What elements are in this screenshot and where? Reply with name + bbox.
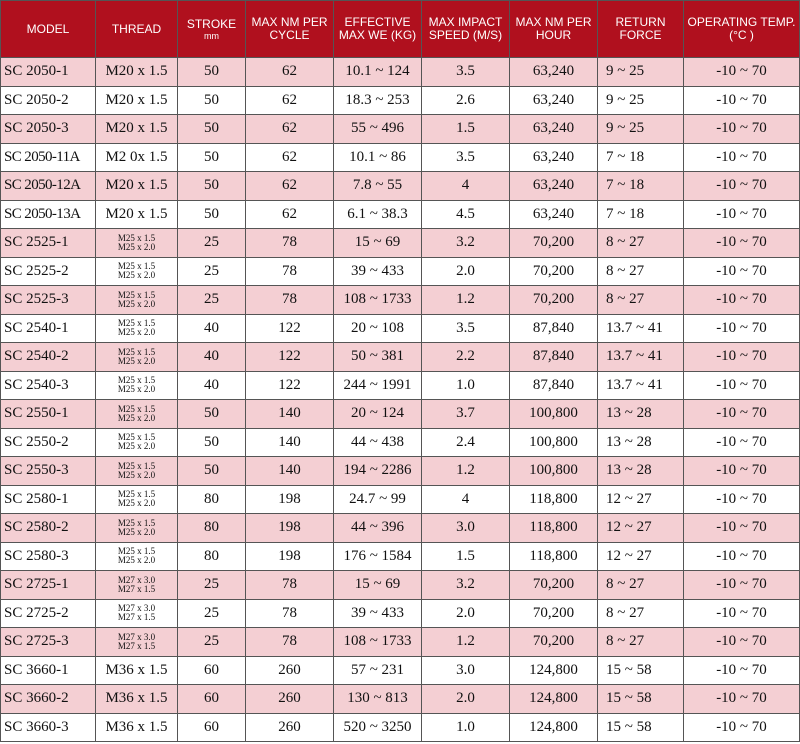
cell-max-nm-cycle: 78 xyxy=(246,257,334,286)
cell-max-nm-hour: 70,200 xyxy=(510,628,598,657)
cell-stroke: 25 xyxy=(178,229,246,258)
cell-model: SC 2540-3 xyxy=(1,371,96,400)
thread-line: M25 x 1.5 xyxy=(117,261,156,272)
cell-stroke: 60 xyxy=(178,656,246,685)
cell-thread: M36 x 1.5 xyxy=(96,713,178,742)
thread-line: M25 x 2.0 xyxy=(117,441,156,452)
thread-line: M25 x 2.0 xyxy=(117,498,156,509)
cell-max-nm-cycle: 62 xyxy=(246,200,334,229)
cell-max-nm-cycle: 78 xyxy=(246,286,334,315)
thread-line: M27 x 1.5 xyxy=(117,640,156,651)
cell-max-nm-cycle: 62 xyxy=(246,86,334,115)
cell-thread xyxy=(96,400,178,429)
cell-return-force: 9 ~ 25 xyxy=(598,58,684,87)
cell-thread xyxy=(96,542,178,571)
cell-thread xyxy=(96,599,178,628)
cell-return-force: 9 ~ 25 xyxy=(598,115,684,144)
cell-thread: M20 x 1.5 xyxy=(96,172,178,201)
cell-impact-speed: 2.0 xyxy=(422,599,510,628)
cell-model: SC 2725-1 xyxy=(1,571,96,600)
cell-thread xyxy=(96,343,178,372)
cell-model: SC 2525-2 xyxy=(1,257,96,286)
cell-operating-temp: -10 ~ 70 xyxy=(684,286,800,315)
table-row xyxy=(1,371,800,400)
cell-stroke: 50 xyxy=(178,457,246,486)
cell-model: SC 3660-2 xyxy=(1,685,96,714)
cell-impact-speed: 1.2 xyxy=(422,628,510,657)
cell-return-force: 13 ~ 28 xyxy=(598,428,684,457)
thread-line: M25 x 2.0 xyxy=(117,327,156,338)
table-row xyxy=(1,400,800,429)
header-stroke xyxy=(178,1,246,58)
cell-max-nm-cycle: 62 xyxy=(246,115,334,144)
cell-return-force: 7 ~ 18 xyxy=(598,172,684,201)
cell-thread xyxy=(96,428,178,457)
cell-model: SC 2525-3 xyxy=(1,286,96,315)
cell-impact-speed: 4 xyxy=(422,172,510,201)
cell-max-nm-cycle: 78 xyxy=(246,229,334,258)
cell-max-nm-cycle: 198 xyxy=(246,542,334,571)
cell-effective-we: 55 ~ 496 xyxy=(334,115,422,144)
cell-stroke: 80 xyxy=(178,514,246,543)
cell-model: SC 2725-2 xyxy=(1,599,96,628)
cell-effective-we: 39 ~ 433 xyxy=(334,599,422,628)
thread-line: M25 x 1.5 xyxy=(117,346,156,357)
cell-return-force: 12 ~ 27 xyxy=(598,514,684,543)
cell-impact-speed: 3.2 xyxy=(422,229,510,258)
table-row xyxy=(1,143,800,172)
cell-return-force: 8 ~ 27 xyxy=(598,286,684,315)
cell-return-force: 8 ~ 27 xyxy=(598,229,684,258)
table-row xyxy=(1,86,800,115)
cell-model: SC 2050-3 xyxy=(1,115,96,144)
cell-impact-speed: 2.4 xyxy=(422,428,510,457)
cell-effective-we: 44 ~ 438 xyxy=(334,428,422,457)
cell-impact-speed: 3.0 xyxy=(422,656,510,685)
cell-max-nm-cycle: 62 xyxy=(246,172,334,201)
cell-return-force: 13.7 ~ 41 xyxy=(598,371,684,400)
cell-return-force: 13.7 ~ 41 xyxy=(598,343,684,372)
cell-max-nm-hour: 118,800 xyxy=(510,542,598,571)
cell-stroke: 50 xyxy=(178,143,246,172)
cell-return-force: 7 ~ 18 xyxy=(598,143,684,172)
cell-thread xyxy=(96,457,178,486)
cell-effective-we: 39 ~ 433 xyxy=(334,257,422,286)
cell-max-nm-cycle: 198 xyxy=(246,514,334,543)
cell-effective-we: 57 ~ 231 xyxy=(334,656,422,685)
table-row xyxy=(1,542,800,571)
cell-max-nm-cycle: 260 xyxy=(246,685,334,714)
cell-impact-speed: 3.7 xyxy=(422,400,510,429)
cell-model: SC 2550-1 xyxy=(1,400,96,429)
cell-effective-we: 24.7 ~ 99 xyxy=(334,485,422,514)
thread-line: M25 x 2.0 xyxy=(117,526,156,537)
header-effective-we: EFFECTIVE MAX WE (KG) xyxy=(334,1,422,58)
table-body xyxy=(1,58,800,742)
cell-impact-speed: 4 xyxy=(422,485,510,514)
cell-impact-speed: 3.5 xyxy=(422,143,510,172)
header-row xyxy=(1,1,800,58)
cell-stroke: 25 xyxy=(178,257,246,286)
cell-operating-temp: -10 ~ 70 xyxy=(684,58,800,87)
thread-line: M25 x 2.0 xyxy=(117,241,156,252)
cell-effective-we: 18.3 ~ 253 xyxy=(334,86,422,115)
cell-operating-temp: -10 ~ 70 xyxy=(684,485,800,514)
thread-line: M25 x 2.0 xyxy=(117,469,156,480)
table-row xyxy=(1,200,800,229)
cell-operating-temp: -10 ~ 70 xyxy=(684,371,800,400)
cell-operating-temp: -10 ~ 70 xyxy=(684,656,800,685)
thread-line: M25 x 2.0 xyxy=(117,384,156,395)
table-row xyxy=(1,656,800,685)
cell-stroke: 25 xyxy=(178,286,246,315)
table-row xyxy=(1,343,800,372)
cell-return-force: 13.7 ~ 41 xyxy=(598,314,684,343)
cell-operating-temp: -10 ~ 70 xyxy=(684,314,800,343)
cell-operating-temp: -10 ~ 70 xyxy=(684,200,800,229)
cell-return-force: 12 ~ 27 xyxy=(598,542,684,571)
cell-return-force: 15 ~ 58 xyxy=(598,685,684,714)
table-row xyxy=(1,314,800,343)
cell-max-nm-cycle: 260 xyxy=(246,713,334,742)
cell-impact-speed: 3.5 xyxy=(422,58,510,87)
thread-line: M25 x 1.5 xyxy=(117,232,156,243)
cell-impact-speed: 1.0 xyxy=(422,713,510,742)
cell-thread xyxy=(96,514,178,543)
cell-impact-speed: 1.2 xyxy=(422,286,510,315)
header-model: MODEL xyxy=(1,1,96,58)
cell-thread xyxy=(96,286,178,315)
cell-stroke: 80 xyxy=(178,542,246,571)
table-row xyxy=(1,685,800,714)
cell-impact-speed: 2.2 xyxy=(422,343,510,372)
cell-effective-we: 194 ~ 2286 xyxy=(334,457,422,486)
cell-operating-temp: -10 ~ 70 xyxy=(684,86,800,115)
cell-impact-speed: 1.2 xyxy=(422,457,510,486)
cell-max-nm-hour: 100,800 xyxy=(510,400,598,429)
cell-impact-speed: 2.6 xyxy=(422,86,510,115)
cell-effective-we: 520 ~ 3250 xyxy=(334,713,422,742)
thread-line: M25 x 1.5 xyxy=(117,460,156,471)
cell-model: SC 2580-2 xyxy=(1,514,96,543)
cell-max-nm-cycle: 260 xyxy=(246,656,334,685)
cell-max-nm-hour: 87,840 xyxy=(510,371,598,400)
cell-stroke: 50 xyxy=(178,86,246,115)
cell-max-nm-cycle: 140 xyxy=(246,428,334,457)
table-row xyxy=(1,571,800,600)
cell-operating-temp: -10 ~ 70 xyxy=(684,713,800,742)
cell-max-nm-cycle: 78 xyxy=(246,599,334,628)
thread-line: M25 x 1.5 xyxy=(117,375,156,386)
cell-effective-we: 15 ~ 69 xyxy=(334,229,422,258)
cell-impact-speed: 2.0 xyxy=(422,257,510,286)
cell-operating-temp: -10 ~ 70 xyxy=(684,599,800,628)
cell-stroke: 40 xyxy=(178,343,246,372)
cell-thread xyxy=(96,371,178,400)
cell-return-force: 7 ~ 18 xyxy=(598,200,684,229)
cell-model: SC 2540-1 xyxy=(1,314,96,343)
cell-effective-we: 7.8 ~ 55 xyxy=(334,172,422,201)
cell-max-nm-hour: 70,200 xyxy=(510,599,598,628)
table-row xyxy=(1,229,800,258)
cell-max-nm-cycle: 122 xyxy=(246,343,334,372)
cell-operating-temp: -10 ~ 70 xyxy=(684,400,800,429)
table-row xyxy=(1,58,800,87)
cell-model: SC 2050-1 xyxy=(1,58,96,87)
cell-model: SC 2580-1 xyxy=(1,485,96,514)
table-row xyxy=(1,485,800,514)
cell-effective-we: 50 ~ 381 xyxy=(334,343,422,372)
cell-max-nm-hour: 87,840 xyxy=(510,314,598,343)
cell-max-nm-hour: 118,800 xyxy=(510,485,598,514)
cell-thread: M20 x 1.5 xyxy=(96,58,178,87)
table-row xyxy=(1,257,800,286)
thread-line: M27 x 3.0 xyxy=(117,603,156,614)
cell-impact-speed: 3.5 xyxy=(422,314,510,343)
cell-stroke: 50 xyxy=(178,172,246,201)
cell-max-nm-hour: 118,800 xyxy=(510,514,598,543)
cell-max-nm-hour: 124,800 xyxy=(510,713,598,742)
cell-return-force: 8 ~ 27 xyxy=(598,628,684,657)
cell-max-nm-cycle: 62 xyxy=(246,58,334,87)
thread-line: M25 x 2.0 xyxy=(117,270,156,281)
cell-effective-we: 130 ~ 813 xyxy=(334,685,422,714)
cell-operating-temp: -10 ~ 70 xyxy=(684,571,800,600)
cell-max-nm-cycle: 140 xyxy=(246,457,334,486)
cell-effective-we: 10.1 ~ 86 xyxy=(334,143,422,172)
cell-return-force: 8 ~ 27 xyxy=(598,599,684,628)
cell-max-nm-hour: 63,240 xyxy=(510,115,598,144)
cell-stroke: 40 xyxy=(178,314,246,343)
cell-thread xyxy=(96,628,178,657)
thread-line: M25 x 1.5 xyxy=(117,546,156,557)
table-row xyxy=(1,428,800,457)
cell-thread xyxy=(96,229,178,258)
cell-operating-temp: -10 ~ 70 xyxy=(684,143,800,172)
cell-max-nm-hour: 63,240 xyxy=(510,143,598,172)
cell-return-force: 12 ~ 27 xyxy=(598,485,684,514)
header-stroke-label: STROKE xyxy=(186,16,237,31)
cell-thread xyxy=(96,571,178,600)
cell-operating-temp: -10 ~ 70 xyxy=(684,257,800,286)
cell-stroke: 60 xyxy=(178,713,246,742)
cell-max-nm-hour: 63,240 xyxy=(510,58,598,87)
thread-line: M25 x 1.5 xyxy=(117,489,156,500)
cell-operating-temp: -10 ~ 70 xyxy=(684,428,800,457)
cell-model: SC 2540-2 xyxy=(1,343,96,372)
cell-operating-temp: -10 ~ 70 xyxy=(684,514,800,543)
header-thread: THREAD xyxy=(96,1,178,58)
cell-model: SC 2050-2 xyxy=(1,86,96,115)
cell-stroke: 25 xyxy=(178,628,246,657)
cell-return-force: 8 ~ 27 xyxy=(598,571,684,600)
cell-operating-temp: -10 ~ 70 xyxy=(684,115,800,144)
header-operating-temp: OPERATING TEMP. (°C ) xyxy=(684,1,800,58)
cell-impact-speed: 2.0 xyxy=(422,685,510,714)
cell-max-nm-hour: 63,240 xyxy=(510,200,598,229)
cell-stroke: 50 xyxy=(178,428,246,457)
cell-operating-temp: -10 ~ 70 xyxy=(684,457,800,486)
cell-max-nm-hour: 63,240 xyxy=(510,86,598,115)
cell-model: SC 2050-12A xyxy=(1,172,96,201)
cell-max-nm-hour: 124,800 xyxy=(510,656,598,685)
table-row xyxy=(1,599,800,628)
cell-model: SC 2525-1 xyxy=(1,229,96,258)
header-max-nm-hour: MAX NM PER HOUR xyxy=(510,1,598,58)
thread-line: M25 x 2.0 xyxy=(117,412,156,423)
cell-return-force: 9 ~ 25 xyxy=(598,86,684,115)
cell-thread xyxy=(96,257,178,286)
cell-thread: M36 x 1.5 xyxy=(96,656,178,685)
cell-stroke: 60 xyxy=(178,685,246,714)
cell-thread: M36 x 1.5 xyxy=(96,685,178,714)
cell-max-nm-hour: 63,240 xyxy=(510,172,598,201)
cell-max-nm-hour: 70,200 xyxy=(510,571,598,600)
header-return-force: RETURN FORCE xyxy=(598,1,684,58)
cell-thread: M20 x 1.5 xyxy=(96,200,178,229)
cell-impact-speed: 1.0 xyxy=(422,371,510,400)
thread-line: M25 x 2.0 xyxy=(117,355,156,366)
thread-line: M25 x 1.5 xyxy=(117,432,156,443)
cell-effective-we: 108 ~ 1733 xyxy=(334,628,422,657)
cell-effective-we: 44 ~ 396 xyxy=(334,514,422,543)
cell-operating-temp: -10 ~ 70 xyxy=(684,685,800,714)
thread-line: M25 x 1.5 xyxy=(117,517,156,528)
cell-model: SC 2725-3 xyxy=(1,628,96,657)
cell-effective-we: 10.1 ~ 124 xyxy=(334,58,422,87)
cell-model: SC 2550-3 xyxy=(1,457,96,486)
cell-operating-temp: -10 ~ 70 xyxy=(684,229,800,258)
thread-line: M27 x 1.5 xyxy=(117,612,156,623)
cell-operating-temp: -10 ~ 70 xyxy=(684,343,800,372)
cell-stroke: 50 xyxy=(178,58,246,87)
cell-thread xyxy=(96,485,178,514)
cell-impact-speed: 3.2 xyxy=(422,571,510,600)
thread-line: M25 x 2.0 xyxy=(117,298,156,309)
table-row xyxy=(1,172,800,201)
cell-model: SC 2050-13A xyxy=(1,200,96,229)
cell-stroke: 50 xyxy=(178,115,246,144)
cell-stroke: 25 xyxy=(178,599,246,628)
cell-return-force: 8 ~ 27 xyxy=(598,257,684,286)
cell-operating-temp: -10 ~ 70 xyxy=(684,628,800,657)
cell-model: SC 2580-3 xyxy=(1,542,96,571)
cell-model: SC 2550-2 xyxy=(1,428,96,457)
table-row xyxy=(1,286,800,315)
cell-operating-temp: -10 ~ 70 xyxy=(684,542,800,571)
cell-effective-we: 6.1 ~ 38.3 xyxy=(334,200,422,229)
cell-impact-speed: 4.5 xyxy=(422,200,510,229)
cell-max-nm-cycle: 122 xyxy=(246,314,334,343)
cell-effective-we: 20 ~ 124 xyxy=(334,400,422,429)
thread-line: M25 x 1.5 xyxy=(117,403,156,414)
cell-model: SC 3660-3 xyxy=(1,713,96,742)
thread-line: M27 x 3.0 xyxy=(117,574,156,585)
cell-stroke: 50 xyxy=(178,400,246,429)
cell-max-nm-cycle: 62 xyxy=(246,143,334,172)
cell-impact-speed: 3.0 xyxy=(422,514,510,543)
cell-max-nm-cycle: 78 xyxy=(246,628,334,657)
cell-effective-we: 176 ~ 1584 xyxy=(334,542,422,571)
cell-max-nm-hour: 70,200 xyxy=(510,286,598,315)
cell-max-nm-hour: 70,200 xyxy=(510,229,598,258)
cell-impact-speed: 1.5 xyxy=(422,115,510,144)
cell-effective-we: 15 ~ 69 xyxy=(334,571,422,600)
cell-model: SC 2050-11A xyxy=(1,143,96,172)
cell-thread: M2 0x 1.5 xyxy=(96,143,178,172)
cell-max-nm-cycle: 78 xyxy=(246,571,334,600)
cell-stroke: 25 xyxy=(178,571,246,600)
cell-return-force: 13 ~ 28 xyxy=(598,457,684,486)
cell-max-nm-cycle: 140 xyxy=(246,400,334,429)
cell-effective-we: 20 ~ 108 xyxy=(334,314,422,343)
thread-line: M25 x 1.5 xyxy=(117,289,156,300)
table-row xyxy=(1,514,800,543)
cell-max-nm-hour: 87,840 xyxy=(510,343,598,372)
header-impact-speed: MAX IMPACT SPEED (M/S) xyxy=(422,1,510,58)
cell-max-nm-hour: 100,800 xyxy=(510,428,598,457)
cell-thread: M20 x 1.5 xyxy=(96,86,178,115)
cell-stroke: 50 xyxy=(178,200,246,229)
cell-model: SC 3660-1 xyxy=(1,656,96,685)
cell-max-nm-hour: 100,800 xyxy=(510,457,598,486)
cell-max-nm-hour: 70,200 xyxy=(510,257,598,286)
table-row xyxy=(1,115,800,144)
cell-max-nm-cycle: 198 xyxy=(246,485,334,514)
table-row xyxy=(1,628,800,657)
table-row xyxy=(1,457,800,486)
cell-impact-speed: 1.5 xyxy=(422,542,510,571)
cell-return-force: 13 ~ 28 xyxy=(598,400,684,429)
thread-line: M27 x 3.0 xyxy=(117,631,156,642)
cell-return-force: 15 ~ 58 xyxy=(598,713,684,742)
cell-thread: M20 x 1.5 xyxy=(96,115,178,144)
table-row xyxy=(1,713,800,742)
cell-stroke: 80 xyxy=(178,485,246,514)
cell-effective-we: 108 ~ 1733 xyxy=(334,286,422,315)
cell-operating-temp: -10 ~ 70 xyxy=(684,172,800,201)
cell-stroke: 40 xyxy=(178,371,246,400)
cell-max-nm-cycle: 122 xyxy=(246,371,334,400)
thread-line: M27 x 1.5 xyxy=(117,583,156,594)
header-max-nm-cycle: MAX NM PER CYCLE xyxy=(246,1,334,58)
header-stroke-unit: mm xyxy=(204,30,219,41)
cell-effective-we: 244 ~ 1991 xyxy=(334,371,422,400)
thread-line: M25 x 1.5 xyxy=(117,318,156,329)
cell-return-force: 15 ~ 58 xyxy=(598,656,684,685)
cell-max-nm-hour: 124,800 xyxy=(510,685,598,714)
cell-thread xyxy=(96,314,178,343)
thread-line: M25 x 2.0 xyxy=(117,555,156,566)
